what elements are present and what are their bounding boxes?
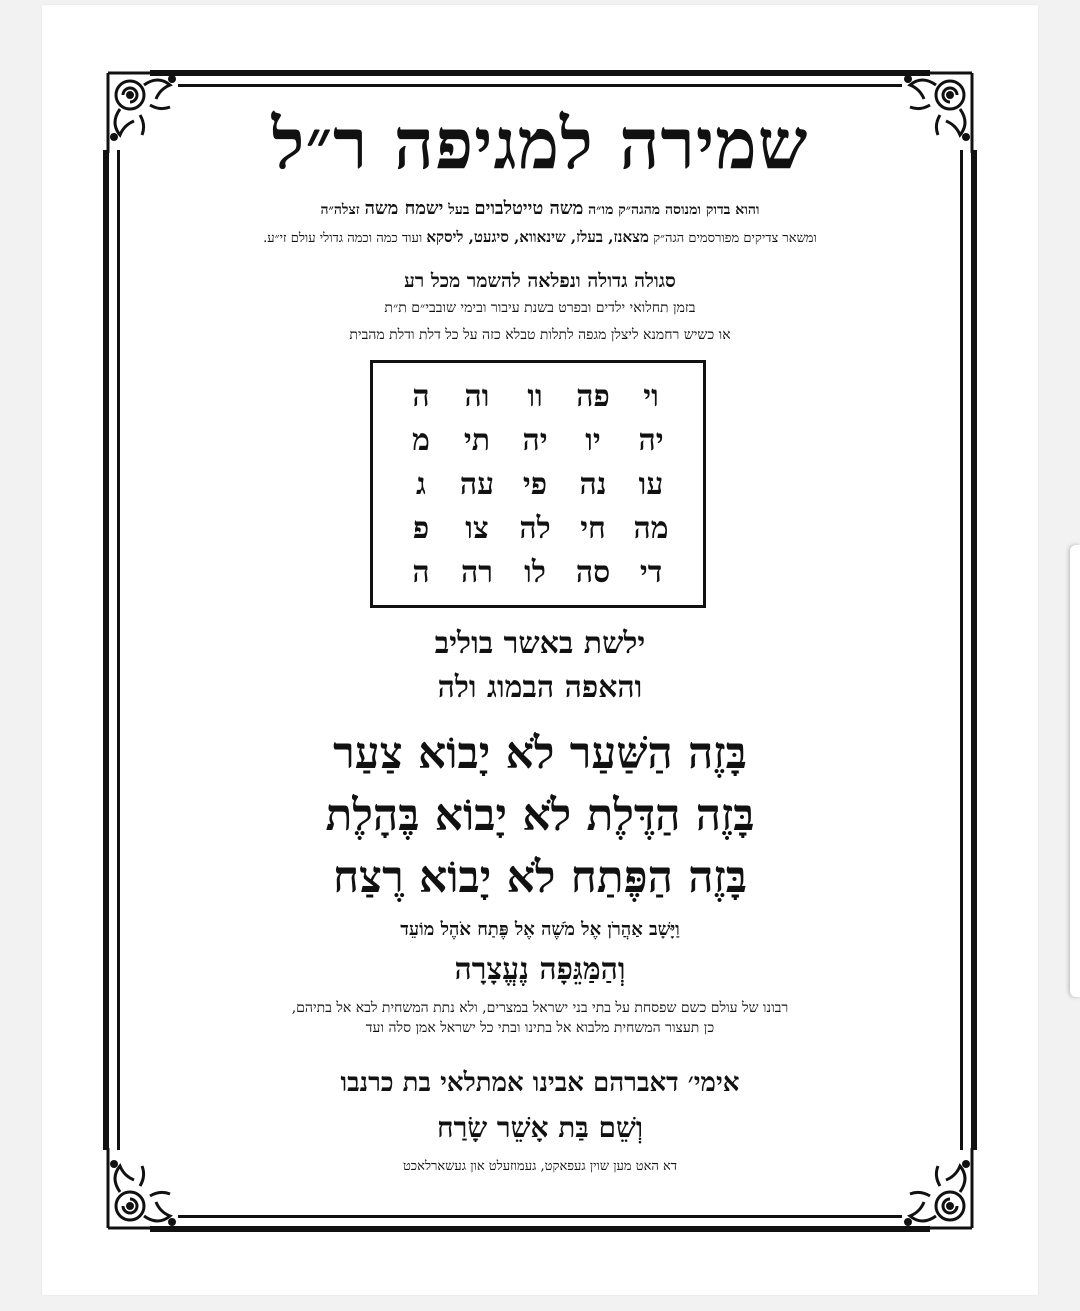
grid-cell: לו xyxy=(524,555,546,590)
vayashav-verse: וַיָּשָׁב אַהֲרֹן אֶל מֹשֶׁה אֶל פֶּתַח אֹהֶל מוֹעֵד xyxy=(400,919,680,940)
filigree-corner-ornament-icon xyxy=(100,1140,196,1236)
subtitle-line-1 xyxy=(180,198,900,221)
grid-cell: ה xyxy=(412,379,430,414)
subtitle2-suffix: ועוד כמה וכמה גדולי עולם זי״ע. xyxy=(263,231,423,246)
grid-cell: ג xyxy=(416,467,426,502)
subtitle2-prefix: ומשאר צדיקים מפורסמים הגה״ק xyxy=(653,231,817,246)
grid-cell: פי xyxy=(522,467,548,502)
subtitle-prefix: והוא בדוק ומנוסה מהגה״ק מו״ה xyxy=(588,202,760,218)
grid-cell: מה xyxy=(633,511,669,546)
frame-left-outer xyxy=(103,150,109,1150)
instructions-line-2: או כשיש רחמנא ליצלן מגפה לתלות טבלא כזה על כל דלת ודלת מהבית xyxy=(349,327,731,343)
grid-cell: עה xyxy=(459,467,495,502)
frame-left-inner xyxy=(117,150,120,1150)
grid-cell: יו xyxy=(585,423,601,458)
pasuk-delet: בָּזֶה הַדֶּלֶת לֹא יָבוֹא בֶּהָלֶת xyxy=(325,790,755,841)
subtitle-line-2 xyxy=(150,226,930,250)
instructions-line-1: בזמן תחלואי ילדים ובפרט בשנת עיבור ובימי שובבי״ם ת״ת xyxy=(384,300,696,316)
scroll-handle[interactable] xyxy=(1070,545,1080,997)
filigree-corner-ornament-icon xyxy=(884,1140,980,1236)
grid-cell: רה xyxy=(461,555,493,590)
grid-cell: וה xyxy=(464,379,490,414)
grid-cell: וי xyxy=(643,379,659,414)
grid-cell: נה xyxy=(579,467,607,502)
tzaddikim-names: מצאנז, בעלז, שינאווא, סיגעט, ליסקא xyxy=(426,228,649,246)
frame-bottom-outer xyxy=(150,1226,930,1232)
grid-cell: תי xyxy=(463,423,491,458)
grid-cell: וו xyxy=(527,379,543,414)
subtitle-mid: בעל xyxy=(448,202,470,218)
grid-cell: פה xyxy=(576,379,610,414)
grid-cell: עו xyxy=(638,467,664,502)
page-title: שמירה למגיפה ר״ל xyxy=(271,102,809,185)
prayer-line-1: רבונו של עולם כשם שפסחת על בתי בני ישראל במצרים, ולא נתת המשחית לבא אל בתיהם, xyxy=(291,1000,789,1016)
letter-grid-table xyxy=(370,360,706,608)
grid-cell: ה xyxy=(412,555,430,590)
sefer-name: ישמח משה xyxy=(364,198,444,219)
segula-heading: סגולה גדולה ונפלאה להשמר מכל רע xyxy=(404,270,676,292)
prayer-line-2: כן תעצור המשחית מלבוא אל בתינו ובתי כל ישראל אמן סלה ועד xyxy=(365,1020,715,1036)
grid-cell: די xyxy=(639,555,663,590)
grid-cell: מ xyxy=(412,423,430,458)
subtitle-suffix: זצלה״ה xyxy=(320,202,360,218)
grid-cell: פ xyxy=(412,511,430,546)
footer-note: דא האט מען שוין געפאקט, געמוזעלט און געשארלאכט xyxy=(402,1159,678,1174)
pasuk-shaar: בָּזֶה הַשַּׁעַר לֹא יָבוֹא צַעַר xyxy=(333,728,747,779)
grid-cell: יה xyxy=(638,423,664,458)
grid-cell: חי xyxy=(580,511,606,546)
frame-top-outer xyxy=(150,70,930,76)
frame-top-inner xyxy=(178,84,902,87)
verse-acronym-1: ילשת באשר בוליב xyxy=(434,626,646,661)
shem-line: וְשֵׁם בַּת אָשֵׁר שָׂרַח xyxy=(437,1111,643,1144)
grid-cell: סה xyxy=(575,555,611,590)
grid-cell: לה xyxy=(519,511,551,546)
grid-cell: צו xyxy=(465,511,489,546)
grid-cell: יה xyxy=(522,423,548,458)
pasuk-petach: בָּזֶה הַפֶּתַח לֹא יָבוֹא רֶצַח xyxy=(333,852,747,903)
frame-bottom-inner xyxy=(178,1215,902,1218)
frame-right-inner xyxy=(960,150,963,1150)
verse-acronym-2: והאפה הבמוג ולה xyxy=(437,670,643,705)
rebbe-name: משה טייטלבוים xyxy=(474,198,584,219)
vehamagefa-verse: וְהַמַּגֵּפָה נֶעֱצָרָה xyxy=(454,952,626,987)
imei-line: אימי׳ דאברהם אבינו אמתלאי בת כרנבו xyxy=(340,1068,740,1098)
frame-right-outer xyxy=(971,150,977,1150)
